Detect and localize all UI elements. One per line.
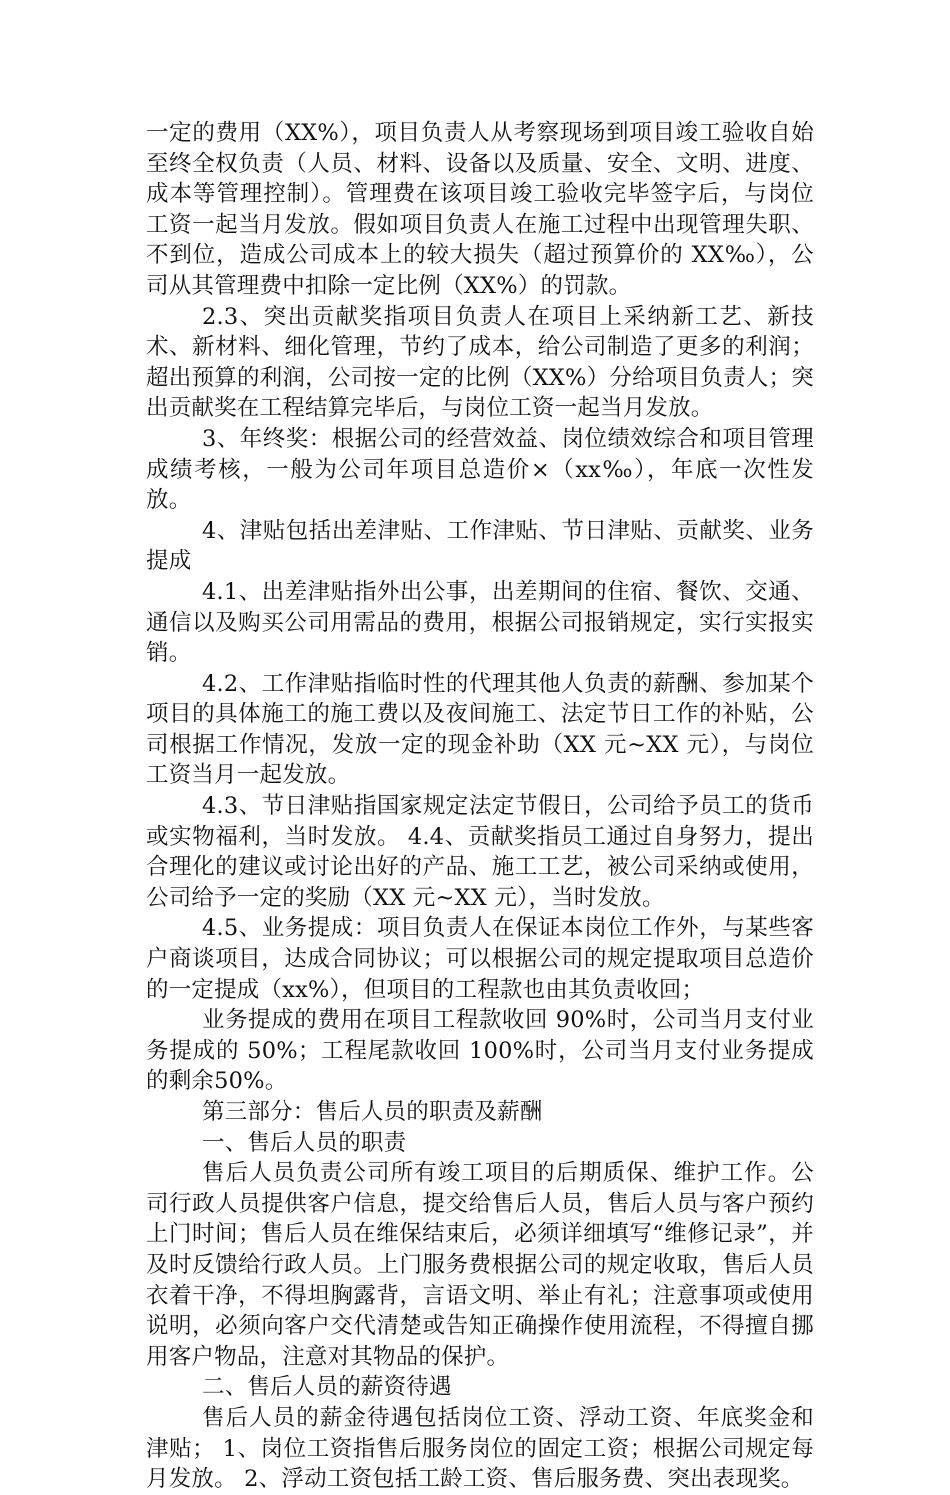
paragraph: 4.2、工作津贴指临时性的代理其他人负责的薪酬、参加某个项目的具体施工的施工费以及夜间施工、法定节日工作的补贴，公司根据工作情况，发放一定的现金补助（XX 元~XX 元），与岗位工资当月一起发放。 — [146, 670, 814, 789]
paragraph: 售后人员负责公司所有竣工项目的后期质保、维护工作。公司行政人员提供客户信息，提交给售后人员，售后人员与客户预约上门时间；售后人员在维保结束后，必须详细填写“维修记录”，并及时反馈给行政人员。上门服务费根据公司的规定收取，售后人员衣着干净，不得坦胸露背，言语文明、举止有礼；注意事项或使用说明，必须向客户交代清楚或告知正确操作使用流程，不得擅自挪用客户物品，注意对其物品的保护。 — [146, 1160, 814, 1370]
subsection-heading: 一、售后人员的职责 — [202, 1129, 407, 1156]
paragraph: 一定的费用（XX%），项目负责人从考察现场到项目竣工验收自始至终全权负责（人员、材料、设备以及质量、安全、文明、进度、成本等管理控制）。管理费在该项目竣工验收完毕签字后，与岗位工资一起当月发放。假如项目负责人在施工过程中出现管理失职、不到位，造成公司成本上的较大损失（超过预算价的 XX‰），公司从其管理费中扣除一定比例（XX%）的罚款。 — [146, 120, 814, 299]
paragraph: 3、年终奖：根据公司的经营效益、岗位绩效综合和项目管理成绩考核，一般为公司年项目总造价×（xx‰），年底一次性发放。 — [146, 425, 814, 514]
paragraph: 售后人员的薪金待遇包括岗位工资、浮动工资、年底奖金和津贴； 1、岗位工资指售后服务岗位的固定工资；根据公司规定每月发放。 2、浮动工资包括工龄工资、售后服务费、突出表现奖。 — [146, 1404, 814, 1493]
subsection-heading: 二、售后人员的薪资待遇 — [202, 1374, 452, 1401]
paragraph: 4、津贴包括出差津贴、工作津贴、节日津贴、贡献奖、业务提成 — [146, 517, 814, 575]
section-heading: 第三部分：售后人员的职责及薪酬 — [202, 1099, 543, 1125]
paragraph: 2.3、突出贡献奖指项目负责人在项目上采纳新工艺、新技术、新材料、细化管理，节约了成本，给公司制造了更多的利润；超出预算的利润，公司按一定的比例（XX%）分给项目负责人；突出贡献奖在工程结算完毕后，与岗位工资一起当月发放。 — [146, 303, 814, 422]
paragraph: 4.3、节日津贴指国家规定法定节假日，公司给予员工的货币或实物福利，当时发放。 4.4、贡献奖指员工通过自身努力，提出合理化的建议或讨论出好的产品、施工工艺，被公司采纳或使用，公司给予一定的奖励（XX 元~XX 元），当时发放。 — [146, 793, 814, 911]
paragraph: 业务提成的费用在项目工程款收回 90%时，公司当月支付业务提成的 50%；工程尾款收回 100%时，公司当月支付业务提成的剩余50%。 — [146, 1007, 814, 1095]
paragraph: 4.5、业务提成：项目负责人在保证本岗位工作外，与某些客户商谈项目，达成合同协议；可以根据公司的规定提取项目总造价的一定提成（xx%），但项目的工程款也由其负责收回； — [146, 915, 814, 1003]
document-body — [146, 118, 814, 1495]
paragraph: 4.1、出差津贴指外出公事，出差期间的住宿、餐饮、交通、通信以及购买公司用需品的费用，根据公司报销规定，实行实报实销。 — [146, 578, 814, 667]
